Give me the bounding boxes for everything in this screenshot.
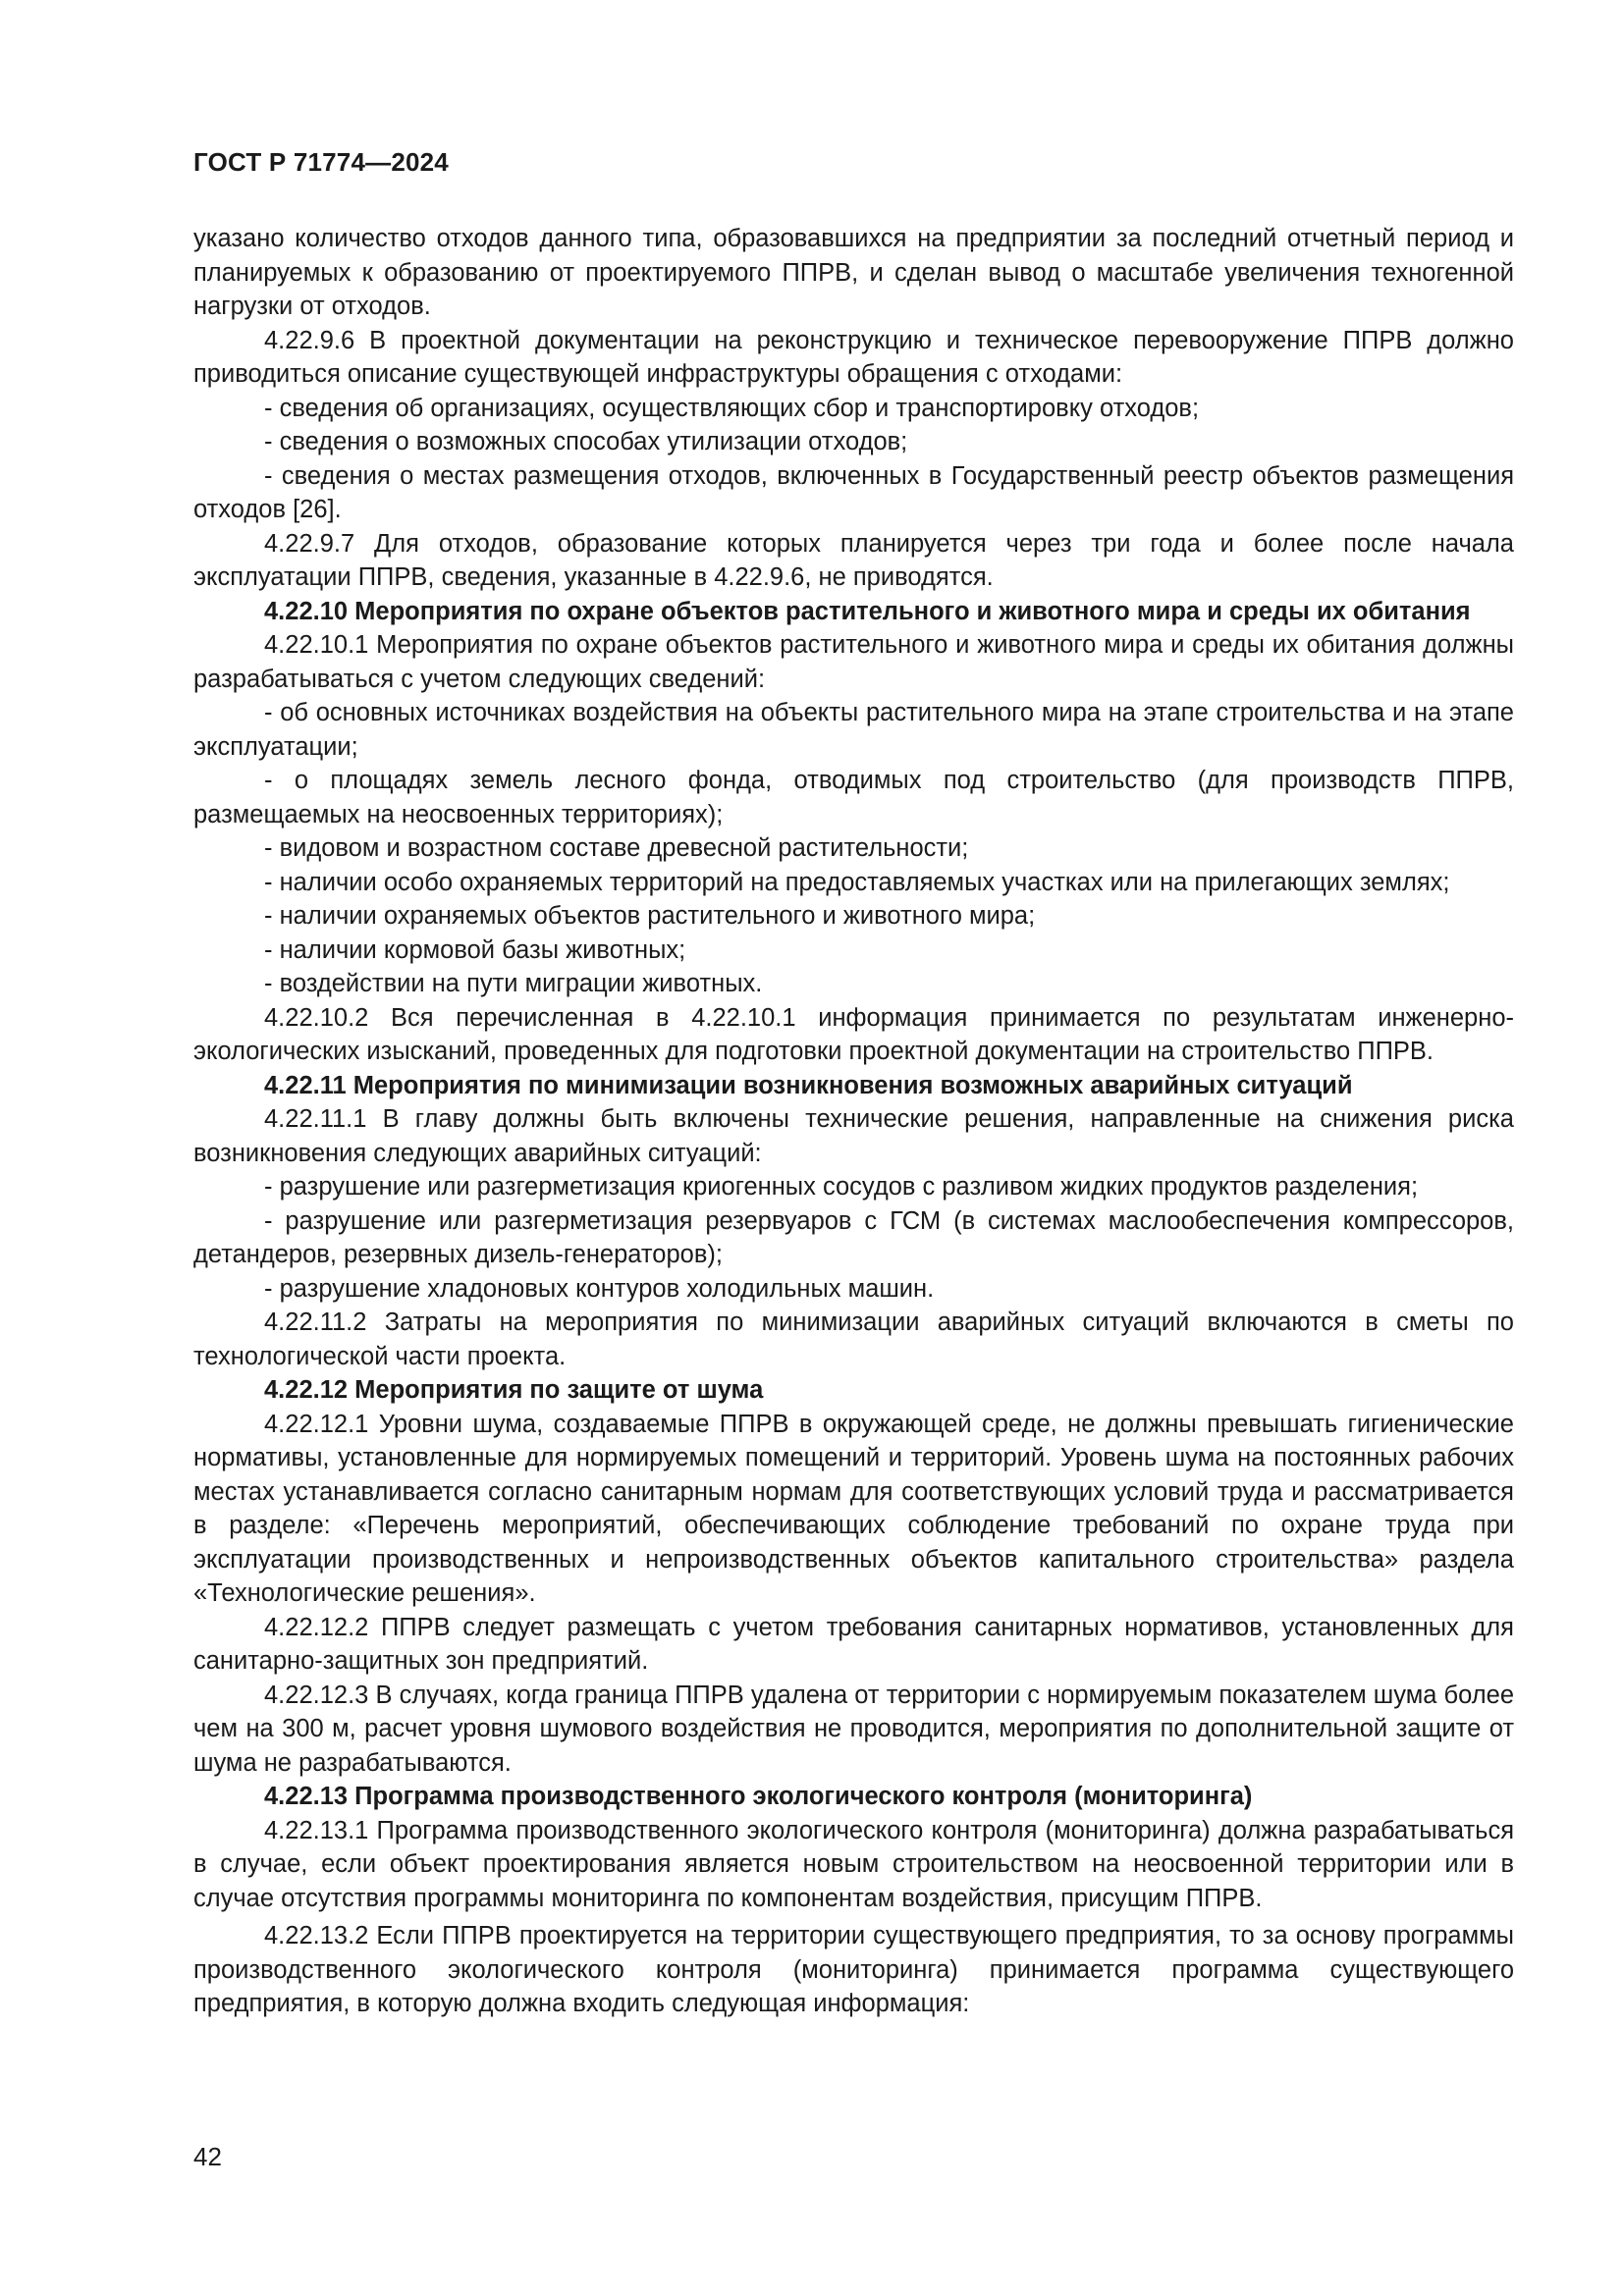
paragraph: 4.22.13.2 Если ППРВ проектируется на территории существующего предприятия, то за основу программы производственного экологического контроля (мониторинга) принимается программа существующего предприятия, в которую должна входить следующая информация: xyxy=(193,1922,1514,2017)
paragraph: 4.22.10.2 Вся перечисленная в 4.22.10.1 информация принимается по результатам инженерно-экологических изысканий, проведенных для подготовки проектной документации на строительство ППРВ. xyxy=(193,1003,1514,1065)
document-body xyxy=(193,222,1514,2021)
paragraph: - наличии охраняемых объектов растительного и животного мира; xyxy=(264,902,1036,930)
paragraph: 4.22.11.2 Затраты на мероприятия по минимизации аварийных ситуаций включаются в сметы по технологической части проекта. xyxy=(193,1308,1514,1370)
paragraph: - разрушение хладоновых контуров холодильных машин. xyxy=(264,1274,935,1303)
paragraph: 4.22.10.1 Мероприятия по охране объектов растительного и животного мира и среды их обитания должны разрабатываться с учетом следующих сведений: xyxy=(193,631,1514,693)
paragraph: 4.22.9.7 Для отходов, образование которых планируется через три года и более после начала эксплуатации ППРВ, сведения, указанные в 4.22.9.6, не приводятся. xyxy=(193,529,1514,591)
paragraph: - наличии кормовой базы животных; xyxy=(264,935,686,964)
paragraph: - сведения о возможных способах утилизации отходов; xyxy=(264,428,908,455)
paragraph: - об основных источниках воздействия на объекты растительного мира на этапе строительства и на этапе эксплуатации; xyxy=(193,699,1514,761)
paragraph: - сведения о местах размещения отходов, включенных в Государственный реестр объектов размещения отходов [26]. xyxy=(193,461,1514,523)
section-heading: 4.22.10 Мероприятия по охране объектов растительного и животного мира и среды их обитания xyxy=(264,597,1471,625)
paragraph: - разрушение или разгерметизация резервуаров с ГСМ (в системах маслообеспечения компрессоров, детандеров, резервных дизель-генераторов); xyxy=(193,1206,1514,1268)
paragraph: - разрушение или разгерметизация криогенных сосудов с разливом жидких продуктов разделения; xyxy=(264,1173,1419,1201)
paragraph: указано количество отходов данного типа, образовавшихся на предприятии за последний отчетный период и планируемых к образованию от проектируемого ППРВ, и сделан вывод о масштабе увеличения техногенной нагрузки от отходов. xyxy=(193,225,1514,320)
paragraph: 4.22.11.1 В главу должны быть включены технические решения, направленные на снижения риска возникновения следующих аварийных ситуаций: xyxy=(193,1105,1514,1167)
paragraph: 4.22.12.3 В случаях, когда граница ППРВ удалена от территории с нормируемым показателем шума более чем на 300 м, расчет уровня шумового воздействия не проводится, мероприятия по дополнительной защите от шума не разрабатываются. xyxy=(193,1681,1514,1777)
paragraph: - сведения об организациях, осуществляющих сбор и транспортировку отходов; xyxy=(264,394,1200,422)
paragraph: - наличии особо охраняемых территорий на предоставляемых участках или на прилегающих землях; xyxy=(264,868,1450,896)
paragraph: 4.22.12.2 ППРВ следует размещать с учетом требования санитарных нормативов, установленных для санитарно-защитных зон предприятий. xyxy=(193,1613,1514,1675)
section-heading: 4.22.13 Программа производственного экологического контроля (мониторинга) xyxy=(264,1783,1253,1810)
page-number: 42 xyxy=(193,2142,222,2171)
paragraph: - видовом и возрастном составе древесной растительности; xyxy=(264,834,969,862)
paragraph: 4.22.12.1 Уровни шума, создаваемые ППРВ в окружающей среде, не должны превышать гигиенические нормативы, установленные для нормируемых помещений и территорий. Уровень шума на постоянных рабочих местах устанавливается согласно санитарным нормам для соответствующих условий труда и рассматривается в разделе: «Перечень мероприятий, обеспечивающих соблюдение требований по охране труда при эксплуатации производственных и непроизводственных объектов капитального строительства» раздела «Технологические решения». xyxy=(193,1410,1514,1607)
paragraph: - воздействии на пути миграции животных. xyxy=(264,970,763,997)
section-heading: 4.22.12 Мероприятия по защите от шума xyxy=(264,1376,764,1404)
paragraph: 4.22.9.6 В проектной документации на реконструкцию и техническое перевооружение ППРВ должно приводиться описание существующей инфраструктуры обращения с отходами: xyxy=(193,326,1514,388)
section-heading: 4.22.11 Мероприятия по минимизации возникновения возможных аварийных ситуаций xyxy=(264,1071,1353,1099)
paragraph: 4.22.13.1 Программа производственного экологического контроля (мониторинга) должна разрабатываться в случае, если объект проектирования является новым строительством на неосвоенной территории или в случае отсутствия программы мониторинга по компонентам воздействия, присущим ППРВ. xyxy=(193,1816,1514,1912)
paragraph: - о площадях земель лесного фонда, отводимых под строительство (для производств ППРВ, размещаемых на неосвоенных территориях); xyxy=(193,767,1514,828)
document-header: ГОСТ Р 71774—2024 xyxy=(193,147,449,177)
